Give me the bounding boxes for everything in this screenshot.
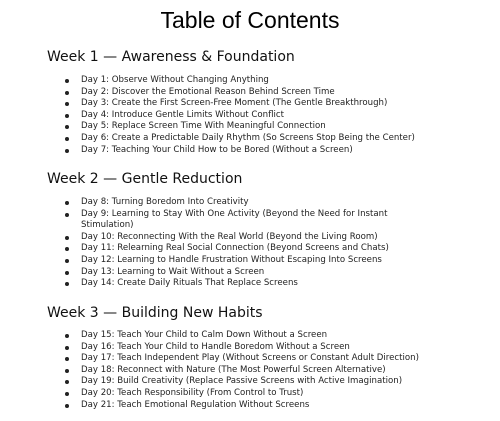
day-list — [0, 197, 500, 290]
list-item — [0, 400, 500, 412]
day-list — [0, 330, 500, 411]
bullet-icon — [65, 79, 69, 83]
list-item — [0, 209, 500, 232]
bullet-icon — [65, 259, 69, 263]
list-item-text: Day 13: Learning to Wait Without a Screen — [81, 266, 265, 277]
bullet-icon — [65, 149, 69, 153]
list-item — [0, 87, 500, 99]
list-item-text: Day 21: Teach Emotional Regulation Without Screens — [81, 399, 310, 410]
bullet-icon — [65, 282, 69, 286]
list-item-text: Day 4: Introduce Gentle Limits Without Conflict — [81, 109, 284, 120]
list-item — [0, 342, 500, 354]
list-item-text: Day 1: Observe Without Changing Anything — [81, 75, 269, 85]
list-item — [0, 376, 500, 388]
list-item-text: Day 17: Teach Independent Play (Without Screens or Constant Adult Direction) — [81, 353, 419, 364]
list-item — [0, 232, 500, 244]
list-item — [0, 255, 500, 267]
bullet-icon — [65, 201, 69, 205]
bullet-icon — [65, 271, 69, 275]
week-heading: Week 1 — Awareness & Foundation — [47, 49, 295, 65]
list-item-text: Day 5: Replace Screen Time With Meaningful Connection — [81, 121, 326, 132]
list-item-text: Day 11: Relearning Real Social Connection (Beyond Screens and Chats) — [81, 243, 389, 254]
bullet-icon — [65, 334, 69, 338]
bullet-icon — [65, 125, 69, 129]
bullet-icon — [65, 404, 69, 408]
list-item-text: Day 19: Build Creativity (Replace Passive Screens with Active Imagination) — [81, 376, 403, 387]
bullet-icon — [65, 102, 69, 106]
bullet-icon — [65, 114, 69, 118]
list-item — [0, 243, 500, 255]
list-item — [0, 75, 500, 87]
list-item-text: Day 18: Reconnect with Nature (The Most Powerful Screen Alternative) — [81, 364, 386, 375]
list-item-text: Day 7: Teaching Your Child How to be Bored (Without a Screen) — [81, 144, 353, 155]
week-heading: Week 3 — Building New Habits — [47, 305, 263, 321]
bullet-icon — [65, 247, 69, 251]
bullet-icon — [65, 392, 69, 396]
week-heading: Week 2 — Gentle Reduction — [47, 171, 243, 187]
list-item-text: Day 6: Create a Predictable Daily Rhythm (So Screens Stop Being the Center) — [81, 132, 415, 143]
bullet-icon — [65, 346, 69, 350]
list-item — [0, 121, 500, 133]
list-item — [0, 98, 500, 110]
day-list — [0, 75, 500, 156]
list-item-text: Day 8: Turning Boredom Into Creativity — [81, 197, 249, 207]
list-item — [0, 145, 500, 157]
bullet-icon — [65, 213, 69, 217]
bullet-icon — [65, 357, 69, 361]
list-item — [0, 197, 500, 209]
list-item-text: Day 2: Discover the Emotional Reason Behind Screen Time — [81, 86, 335, 97]
list-item — [0, 388, 500, 400]
page-title: Table of Contents — [160, 7, 340, 33]
bullet-icon — [65, 236, 69, 240]
list-item — [0, 330, 500, 342]
bullet-icon — [65, 137, 69, 141]
list-item — [0, 133, 500, 145]
bullet-icon — [65, 369, 69, 373]
list-item-text: Day 12: Learning to Handle Frustration Without Escaping Into Screens — [81, 254, 382, 265]
list-item — [0, 365, 500, 377]
list-item — [0, 353, 500, 365]
list-item-text: Day 3: Create the First Screen-Free Moment (The Gentle Breakthrough) — [81, 98, 388, 109]
list-item — [0, 278, 500, 290]
bullet-icon — [65, 91, 69, 95]
list-item-text: Day 15: Teach Your Child to Calm Down Without a Screen — [81, 330, 328, 340]
bullet-icon — [65, 380, 69, 384]
list-item-text: Day 16: Teach Your Child to Handle Boredom Without a Screen — [81, 341, 350, 352]
list-item — [0, 110, 500, 122]
list-item — [0, 267, 500, 279]
list-item-text: Day 20: Teach Responsibility (From Control to Trust) — [81, 387, 304, 398]
list-item-text: Day 9: Learning to Stay With One Activity (Beyond the Need for Instant Stimulation) — [81, 208, 388, 231]
list-item-text: Day 14: Create Daily Rituals That Replace Screens — [81, 278, 298, 289]
list-item-text: Day 10: Reconnecting With the Real World (Beyond the Living Room) — [81, 231, 378, 242]
